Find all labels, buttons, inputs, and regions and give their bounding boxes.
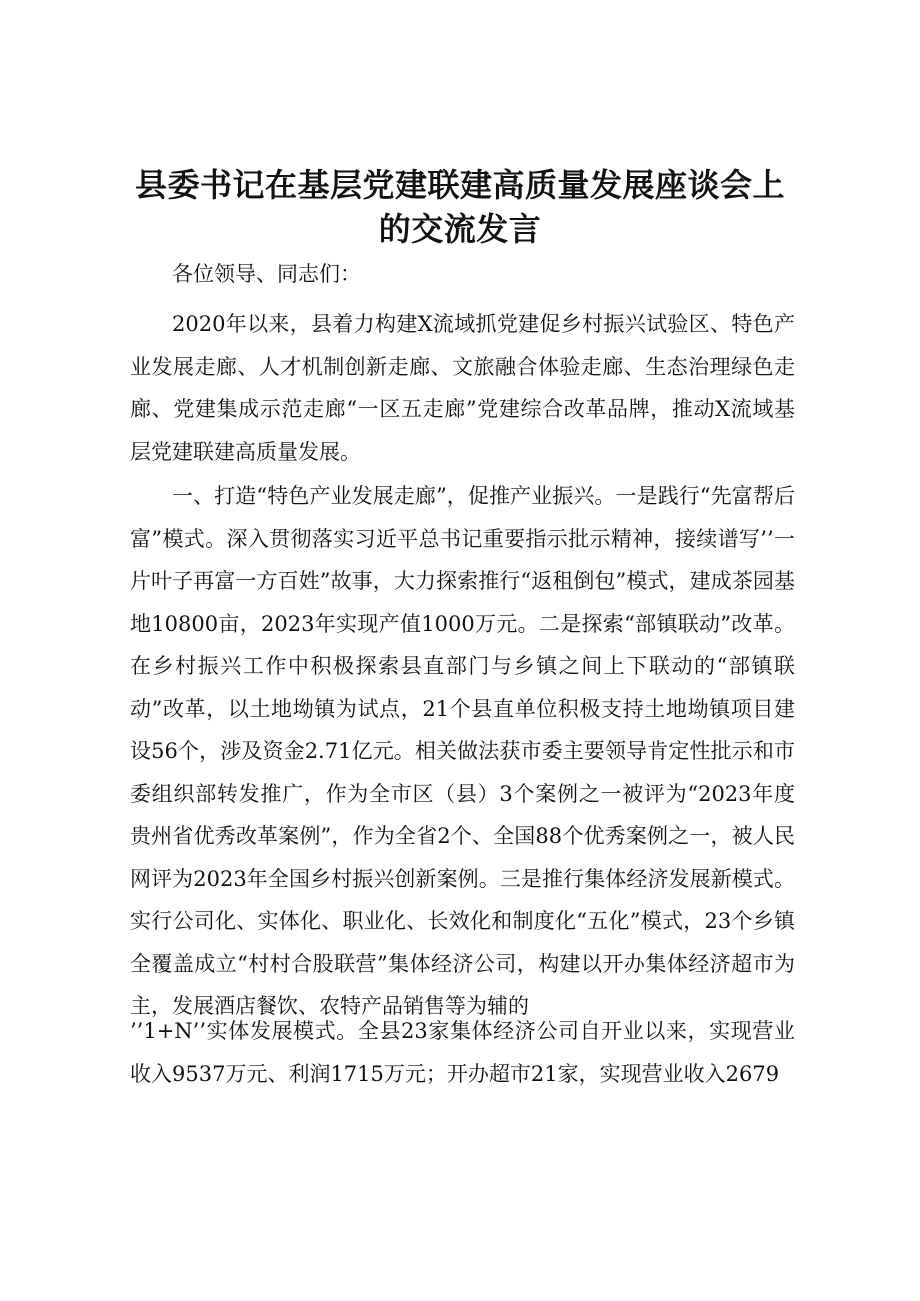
paragraph-industry-corridor: 一、打造“特色产业发展走廊”，促推产业振兴。一是践行“先富帮后富”模式。深入贯彻落实习近平总书记重要指示批示精神，接续谱写’’一片叶子再富一方百姓”故事，大力探索推行“返租倒包”模式，建成茶园基地10800亩，2023年实现产值1000万元。二是探索“部镇联动”改革。在乡村振兴工作中积极探索县直部门与乡镇之间上下联动的“部镇联动”改革，以土地坳镇为试点，21个县直单位积极支持土地坳镇项目建设56个，涉及资金2.71亿元。相关做法获市委主要领导肯定性批示和市委组织部转发推广，作为全市区（县）3个案例之一被评为“2023年度贵州省优秀改革案例”，作为全省2个、全国88个优秀案例之一，被人民网评为2023年全国乡村振兴创新案例。三是推行集体经济发展新模式。实行公司化、实体化、职业化、长效化和制度化“五化”模式，23个乡镇全覆盖成立“村村合股联营”集体经济公司，构建以开办集体经济超市为主，发展酒店餐饮、农特产品销售等为辅的 (130, 484, 795, 1018)
paragraph-intro: 2020年以来，县着力构建X流域抓党建促乡村振兴试验区、特色产业发展走廊、人才机制创新走廊、文旅融合体验走廊、生态治理绿色走廊、党建集成示范走廊“一区五走廊”党建综合改革品牌，推动X流域基层党建联建高质量发展。 (130, 312, 795, 464)
title-line-2: 的交流发言 (378, 210, 542, 248)
paragraph-continuation: ’’1+N’’实体发展模式。全县23家集体经济公司自开业以来，实现营业收入9537万元、利润1715万元；开办超市21家，实现营业收入2679 (130, 1019, 795, 1086)
salutation: 各位领导、同志们： (172, 262, 361, 286)
title-line-1: 县委书记在基层党建联建高质量发展座谈会上 (134, 166, 785, 204)
document-title (130, 163, 790, 251)
